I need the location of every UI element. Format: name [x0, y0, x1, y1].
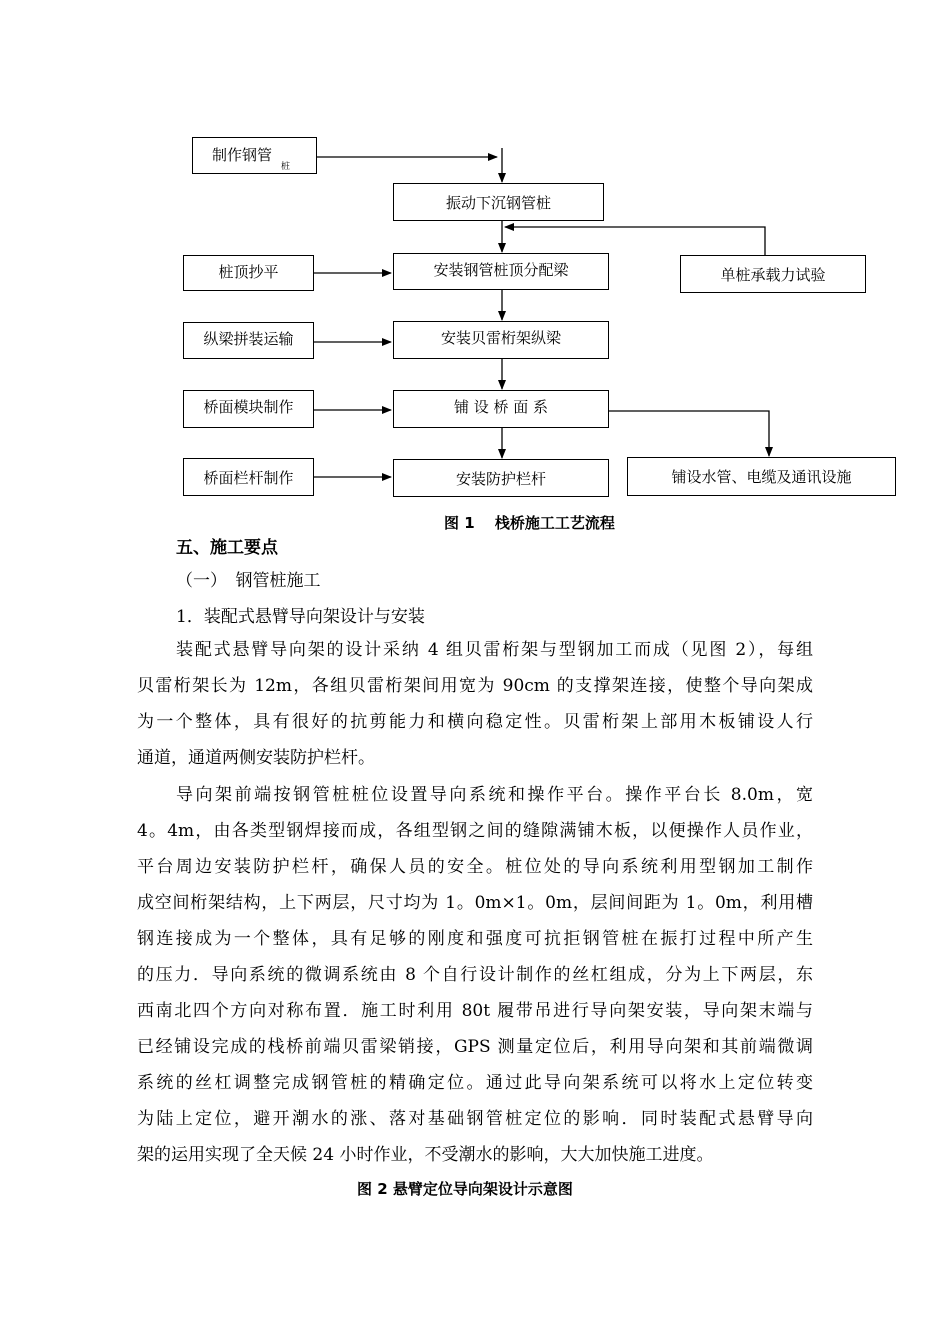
paragraph1-line: 通道，通道两侧安装防护栏杆。	[137, 748, 375, 768]
box-top-level-label: 桩顶抄平	[218, 263, 279, 281]
paragraph2-line: 系统的丝杠调整完成钢管桩的精确定位。通过此导向架系统可以将水上定位转变	[137, 1073, 813, 1093]
box-utilities	[627, 457, 896, 496]
box-railing-make	[183, 458, 314, 496]
figure2-caption: 图 2 悬臂定位导向架设计示意图	[357, 1180, 573, 1198]
figure1-caption: 图 1 栈桥施工工艺流程	[444, 514, 615, 532]
arrow-deck-to-utilities	[609, 411, 769, 456]
paragraph1-line: 装配式悬臂导向架的设计采纳 4 组贝雷桁架与型钢加工而成（见图 2），每组	[176, 640, 813, 660]
box-longi-transport-label: 纵梁拼装运输	[203, 330, 294, 348]
box-make-pile-label: 制作钢管	[212, 146, 273, 164]
paragraph2-line: 西南北四个方向对称布置．施工时利用 80t 履带吊进行导向架安装，导向架末端与	[137, 1001, 813, 1021]
box-install-bailey	[393, 321, 609, 359]
box-lay-deck-label: 铺 设 桥 面 系	[453, 398, 549, 416]
box-vibrate-pile	[393, 183, 604, 221]
box-top-level	[183, 255, 314, 291]
box-deck-module	[183, 390, 314, 428]
box-install-bailey-label: 安装贝雷桁架纵梁	[440, 329, 561, 347]
box-lay-deck	[393, 390, 609, 428]
box-load-test	[680, 255, 866, 293]
paragraph1-line: 贝雷桁架长为 12m，各组贝雷桁架间用宽为 90cm 的支撑架连接，使整个导向架成	[137, 676, 813, 696]
box-deck-module-label: 桥面模块制作	[203, 398, 294, 416]
box-vibrate-pile-label: 振动下沉钢管桩	[445, 193, 551, 212]
box-install-railing	[393, 459, 609, 497]
arrow-load-test-feedback	[505, 227, 765, 255]
paragraph2-line: 成空间桁架结构，上下两层，尺寸均为 1。0m×1。0m，层间间距为 1。0m，利用槽	[137, 893, 813, 913]
paragraph2-line: 的压力．导向系统的微调系统由 8 个自行设计制作的丝杠组成，分为上下两层，东	[137, 965, 813, 985]
box-load-test-label: 单桩承载力试验	[720, 265, 826, 284]
box-install-cap-beam	[393, 253, 609, 290]
box-railing-make-label: 桥面栏杆制作	[203, 468, 294, 487]
paragraph2-line: 架的运用实现了全天候 24 小时作业，不受潮水的影响，大大加快施工进度。	[137, 1145, 714, 1165]
box-install-cap-beam-label: 安装钢管桩顶分配梁	[433, 261, 569, 279]
item-title: 1．装配式悬臂导向架设计与安装	[176, 607, 425, 627]
box-make-pile	[192, 137, 317, 174]
paragraph2-line: 钢连接成为一个整体，具有足够的刚度和强度可抗拒钢管桩在振打过程中所产生	[137, 929, 813, 949]
section-title: 五、施工要点	[176, 538, 278, 558]
paragraph2-line: 导向架前端按钢管桩桩位设置导向系统和操作平台。操作平台长 8.0m，宽	[176, 785, 813, 805]
box-longi-transport	[183, 322, 314, 359]
box-install-railing-label: 安装防护栏杆	[455, 469, 546, 488]
paragraph2-line: 已经铺设完成的栈桥前端贝雷梁销接，GPS 测量定位后，利用导向架和其前端微调	[137, 1037, 813, 1057]
subsection-title: （一） 钢管桩施工	[176, 571, 321, 591]
paragraph2-line: 平台周边安装防护栏杆，确保人员的安全。桩位处的导向系统利用型钢加工制作	[137, 857, 813, 877]
box-utilities-label: 铺设水管、电缆及通讯设施	[671, 468, 852, 486]
paragraph2-line: 为陆上定位，避开潮水的涨、落对基础钢管桩定位的影响．同时装配式悬臂导向	[137, 1109, 813, 1129]
box-make-pile-overflow: 桩	[281, 162, 291, 172]
paragraph1-line: 为一个整体，具有很好的抗剪能力和横向稳定性。贝雷桁架上部用木板铺设人行	[137, 712, 813, 732]
paragraph2-line: 4。4m，由各类型钢焊接而成，各组型钢之间的缝隙满铺木板，以便操作人员作业，	[137, 821, 813, 841]
